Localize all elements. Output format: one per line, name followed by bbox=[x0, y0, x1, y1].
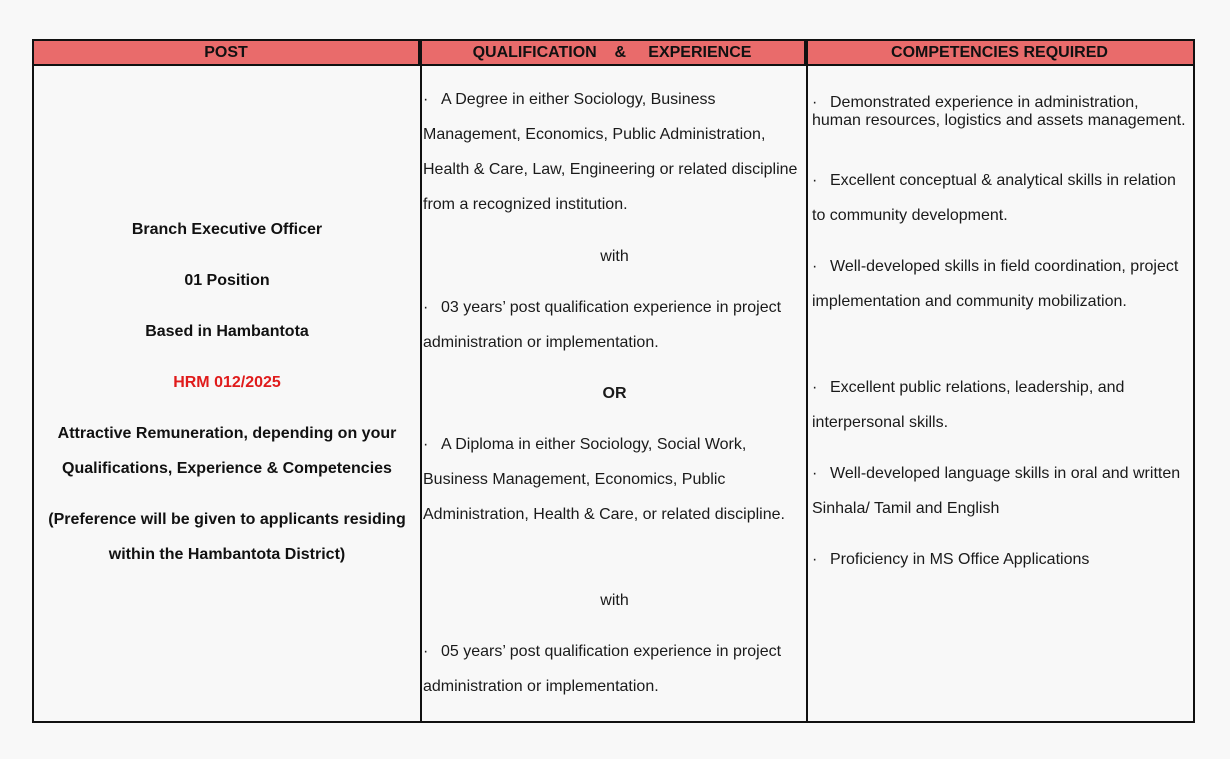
qualification-experience-1: · 03 years’ post qualification experience in project administration or implementation. bbox=[423, 290, 806, 360]
post-column bbox=[34, 66, 420, 721]
competency-item: · Well-developed skills in field coordination, project implementation and community mobilization. bbox=[812, 249, 1189, 319]
bullet-icon: · bbox=[812, 258, 818, 275]
qualification-degree: · A Degree in either Sociology, Business Management, Economics, Public Administration, Health & Care, Law, Engineering or related discipline from a recognized institution. bbox=[423, 82, 806, 222]
competency-item: · Excellent public relations, leadership, and interpersonal skills. bbox=[812, 370, 1189, 440]
competency-item: · Excellent conceptual & analytical skills in relation to community development. bbox=[812, 163, 1189, 233]
post-positions: 01 Position bbox=[184, 272, 270, 289]
post-preference-2: within the Hambantota District) bbox=[108, 546, 346, 563]
qualification-column bbox=[422, 66, 808, 721]
competency-item: · Demonstrated experience in administration, human resources, logistics and assets management. bbox=[812, 94, 1186, 129]
bullet-icon: · bbox=[812, 94, 818, 111]
header-post: POST bbox=[34, 41, 420, 64]
qualification-with-1: with bbox=[600, 248, 629, 265]
post-preference-1: (Preference will be given to applicants residing bbox=[48, 511, 406, 528]
header-competencies: COMPETENCIES REQUIRED bbox=[891, 43, 1108, 61]
post-title: Branch Executive Officer bbox=[131, 221, 323, 238]
bullet-icon: · bbox=[423, 299, 429, 316]
post-remuneration-1: Attractive Remuneration, depending on your bbox=[57, 425, 397, 442]
qualification-experience-2: · 05 years’ post qualification experience in project administration or implementation. bbox=[423, 634, 806, 704]
table-header bbox=[34, 41, 1193, 66]
competency-item: · Well-developed language skills in oral and written Sinhala/ Tamil and English bbox=[812, 456, 1189, 526]
qualification-or: OR bbox=[602, 385, 627, 402]
bullet-icon: · bbox=[423, 91, 429, 108]
post-remuneration-2: Qualifications, Experience & Competencies bbox=[62, 460, 392, 477]
qualification-with-2: with bbox=[600, 592, 629, 609]
bullet-icon: · bbox=[812, 551, 818, 568]
job-table bbox=[32, 39, 1195, 723]
post-reference: HRM 012/2025 bbox=[173, 374, 281, 391]
competencies-column bbox=[810, 66, 1193, 721]
bullet-icon: · bbox=[812, 172, 818, 189]
competency-item: · Proficiency in MS Office Applications bbox=[812, 542, 1189, 577]
post-location: Based in Hambantota bbox=[145, 323, 309, 340]
qualification-diploma: · A Diploma in either Sociology, Social Work, Business Management, Economics, Public Administration, Health & Care, or related discipline. bbox=[423, 427, 806, 532]
bullet-icon: · bbox=[812, 465, 818, 482]
bullet-icon: · bbox=[812, 379, 818, 396]
bullet-icon: · bbox=[423, 643, 429, 660]
header-qualification: QUALIFICATION & EXPERIENCE bbox=[420, 41, 806, 64]
bullet-icon: · bbox=[423, 436, 429, 453]
